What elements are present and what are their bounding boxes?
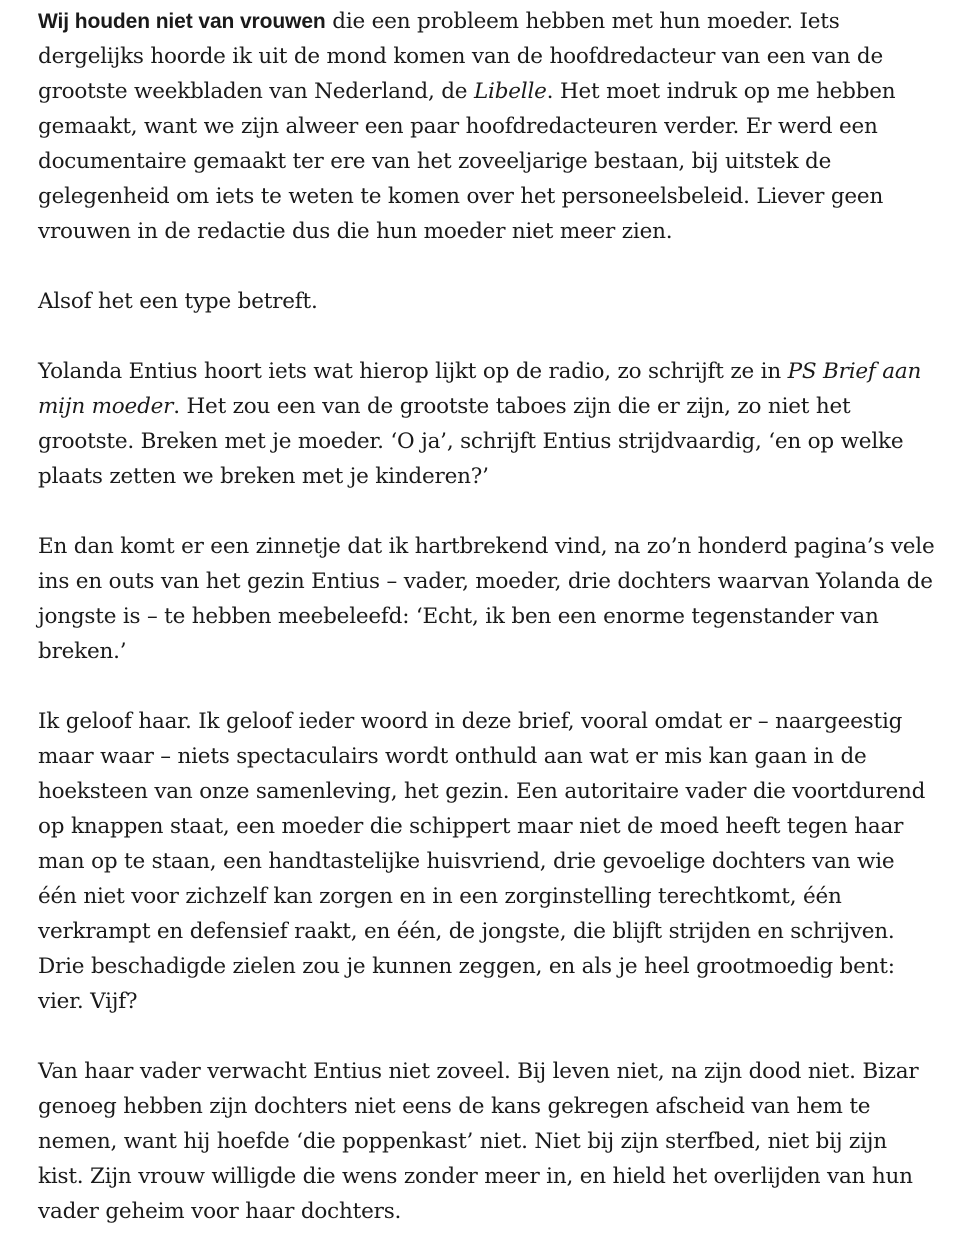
- lead-in: Wij houden niet van vrouwen: [38, 10, 326, 33]
- paragraph-5: Ik geloof haar. Ik geloof ieder woord in deze brief, vooral omdat er – naargeestig maar waar – niets spectaculairs wordt onthuld aan wat er mis kan gaan in de hoeksteen van onze samenleving, het gezin. Een autoritaire vader die voortdurend op knappen staat, een moeder die schippert maar niet de moed heeft tegen haar man op te staan, een handtastelijke huisvriend, drie gevoelige dochters van wie één niet voor zichzelf kan zorgen en in een zorginstelling terechtkomt, één verkrampt en defensief raakt, en één, de jongste, die blijft strijden en schrijven. Drie beschadigde zielen zou je kunnen zeggen, en als je heel grootmoedig bent: vier. Vijf?: [38, 709, 926, 1014]
- paragraph-text: . Het zou een van de grootste taboes zijn die er zijn, zo niet het grootste. Breken met je moeder. ‘O ja’, schrijft Entius strijdvaardig, ‘en op welke plaats zetten we breken met je kinderen?’: [38, 394, 904, 489]
- paragraph-4: En dan komt er een zinnetje dat ik hartbrekend vind, na zo’n honderd pagina’s vele ins en outs van het gezin Entius – vader, moeder, drie dochters waarvan Yolanda de jongste is – te hebben meebeleefd: ‘Echt, ik ben een enorme tegenstander van breken.’: [38, 534, 935, 664]
- paragraph-6: Van haar vader verwacht Entius niet zoveel. Bij leven niet, na zijn dood niet. Bizar genoeg hebben zijn dochters niet eens de kans gekregen afscheid van hem te nemen, want hij hoefde ‘die poppenkast’ niet. Niet bij zijn sterfbed, niet bij zijn kist. Zijn vrouw willigde die wens zonder meer in, en hield het overlijden van hun vader geheim voor haar dochters.: [38, 1059, 919, 1224]
- paragraph-text: Yolanda Entius hoort iets wat hierop lijkt op de radio, zo schrijft ze in: [38, 359, 788, 384]
- paragraph-3: [38, 354, 938, 494]
- paragraph-2: Alsof het een type betreft.: [38, 289, 318, 314]
- paragraph-intro: [38, 4, 938, 249]
- paragraph-text: . Het moet indruk op me hebben gemaakt, want we zijn alweer een paar hoofdredacteuren verder. Er werd een documentaire gemaakt ter ere van het zoveeljarige bestaan, bij uitstek de gelegenheid om iets te weten te komen over het personeelsbeleid. Liever geen vrouwen in de redactie dus die hun moeder niet meer zien.: [38, 79, 896, 244]
- book-title: PS Brief aan mijn moeder: [38, 359, 922, 419]
- paragraph-text: die een probleem hebben met hun moeder. Iets dergelijks hoorde ik uit de mond komen van de hoofdredacteur van een van de grootste weekbladen van Nederland, de: [38, 9, 883, 104]
- magazine-title: Libelle: [473, 79, 547, 104]
- article-body: [38, 4, 938, 1229]
